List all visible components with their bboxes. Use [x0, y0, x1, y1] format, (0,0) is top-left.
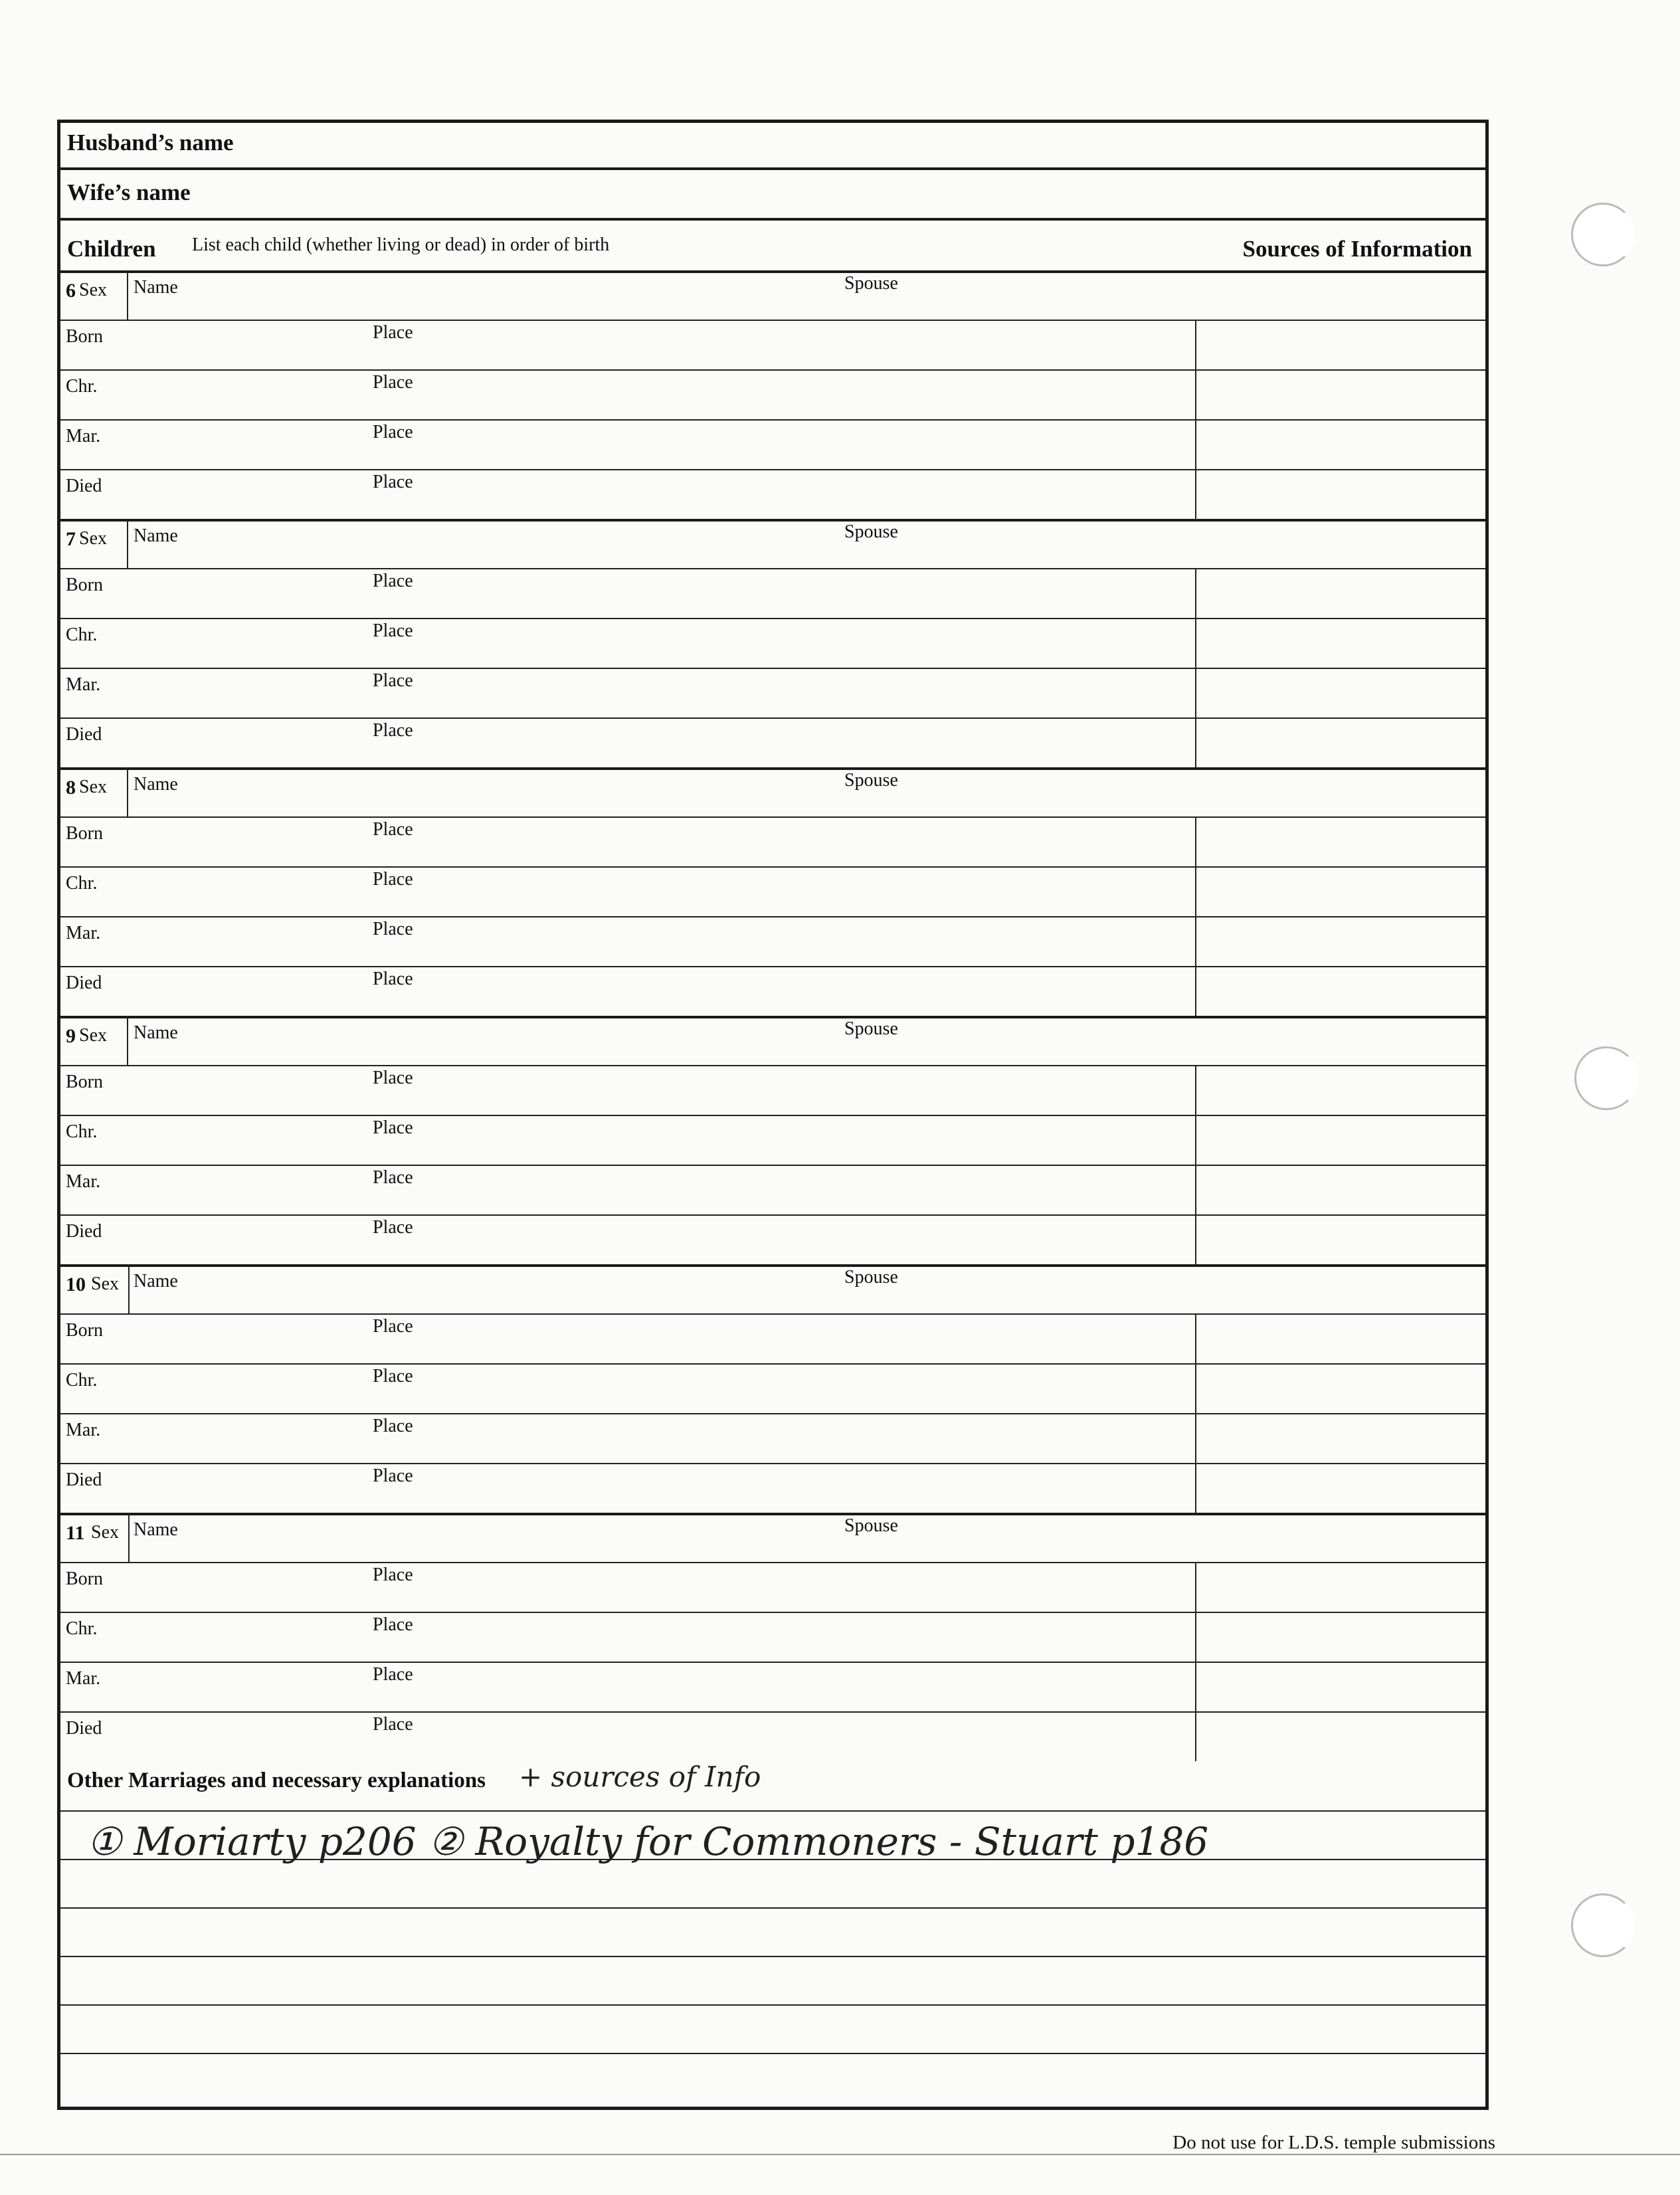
- sex-name-divider: [127, 1016, 128, 1065]
- child-header-rule: [60, 1313, 1485, 1315]
- child-name-label: Name: [134, 525, 178, 546]
- child-event-rule: [60, 1711, 1485, 1713]
- child-sex-label: Sex: [91, 1274, 119, 1294]
- child-place-label: Place: [373, 670, 413, 691]
- child-event-rule: [60, 469, 1485, 470]
- punch-hole-top: [1571, 203, 1635, 266]
- child-sex-label: Sex: [79, 528, 107, 549]
- child-event-rule: [60, 1115, 1485, 1116]
- child-event-label-chr: Chr.: [66, 376, 98, 397]
- child-place-label: Place: [373, 1714, 413, 1735]
- child-event-label-born: Born: [66, 1569, 103, 1589]
- child-event-label-mar: Mar.: [66, 674, 101, 695]
- sex-name-divider: [128, 1264, 130, 1313]
- child-place-label: Place: [373, 1167, 413, 1188]
- child-name-label: Name: [134, 774, 178, 795]
- child-name-label: Name: [134, 1271, 178, 1291]
- child-place-label: Place: [373, 422, 413, 442]
- child-spouse-label: Spouse: [844, 770, 898, 791]
- footer-notice: Do not use for L.D.S. temple submissions: [1172, 2132, 1495, 2153]
- punch-hole-middle: [1574, 1046, 1638, 1110]
- children-label: Children: [67, 236, 156, 262]
- child-name-label: Name: [134, 1519, 178, 1540]
- child-name-label: Name: [134, 1022, 178, 1043]
- child-number: 6: [66, 280, 76, 302]
- child-spouse-label: Spouse: [844, 522, 898, 542]
- child-event-label-chr: Chr.: [66, 873, 98, 894]
- child-event-label-died: Died: [66, 973, 102, 993]
- child-event-label-mar: Mar.: [66, 426, 101, 446]
- sex-name-divider: [127, 767, 128, 816]
- child-sex-label: Sex: [79, 280, 107, 300]
- child-event-label-mar: Mar.: [66, 1171, 101, 1192]
- child-header-rule: [60, 816, 1485, 818]
- sex-name-divider: [127, 519, 128, 568]
- child-block-divider: [60, 1513, 1485, 1515]
- child-sex-label: Sex: [91, 1522, 119, 1543]
- child-event-rule: [60, 717, 1485, 719]
- child-event-label-born: Born: [66, 326, 103, 347]
- child-header-rule: [60, 1562, 1485, 1563]
- child-place-label: Place: [373, 919, 413, 939]
- wife-name-label: Wife’s name: [67, 179, 191, 205]
- child-event-rule: [60, 916, 1485, 917]
- child-event-rule: [60, 419, 1485, 421]
- child-number: 8: [66, 777, 76, 799]
- child-place-label: Place: [373, 571, 413, 591]
- child-event-label-mar: Mar.: [66, 923, 101, 943]
- child-event-label-died: Died: [66, 476, 102, 496]
- child-spouse-label: Spouse: [844, 1018, 898, 1039]
- child-event-label-mar: Mar.: [66, 1420, 101, 1440]
- family-group-sheet: [57, 120, 1489, 2110]
- child-place-label: Place: [373, 1366, 413, 1386]
- child-event-label-chr: Chr.: [66, 1121, 98, 1142]
- child-block-divider: [60, 1016, 1485, 1018]
- child-event-label-died: Died: [66, 724, 102, 745]
- child-place-label: Place: [373, 1565, 413, 1585]
- child-name-label: Name: [134, 277, 178, 298]
- children-instruction: List each child (whether living or dead) in order of birth: [192, 235, 610, 255]
- child-event-label-born: Born: [66, 823, 103, 844]
- child-place-label: Place: [373, 720, 413, 741]
- child-place-label: Place: [373, 1416, 413, 1436]
- child-header-rule: [60, 320, 1485, 321]
- child-event-label-mar: Mar.: [66, 1668, 101, 1689]
- other-marriages-label: Other Marriages and necessary explanations: [67, 1768, 486, 1792]
- child-place-label: Place: [373, 620, 413, 641]
- child-place-label: Place: [373, 1117, 413, 1138]
- child-spouse-label: Spouse: [844, 273, 898, 294]
- child-event-label-born: Born: [66, 1320, 103, 1341]
- child-number: 9: [66, 1025, 76, 1047]
- child-event-rule: [60, 1165, 1485, 1166]
- sex-name-divider: [127, 270, 128, 320]
- child-place-label: Place: [373, 1316, 413, 1337]
- child-event-label-died: Died: [66, 1718, 102, 1739]
- child-event-rule: [60, 369, 1485, 371]
- child-spouse-label: Spouse: [844, 1515, 898, 1536]
- child-event-label-died: Died: [66, 1470, 102, 1490]
- child-event-rule: [60, 1214, 1485, 1216]
- child-number: 10: [66, 1274, 86, 1295]
- handwritten-sources-note: + sources of Info: [519, 1761, 761, 1793]
- child-event-label-born: Born: [66, 575, 103, 595]
- child-place-label: Place: [373, 1217, 413, 1238]
- sex-name-divider: [128, 1513, 130, 1562]
- child-event-rule: [60, 1463, 1485, 1464]
- child-event-rule: [60, 1413, 1485, 1414]
- child-header-rule: [60, 1065, 1485, 1066]
- child-event-rule: [60, 1363, 1485, 1365]
- child-block-divider: [60, 1264, 1485, 1267]
- child-place-label: Place: [373, 472, 413, 492]
- child-event-label-born: Born: [66, 1072, 103, 1092]
- child-event-label-chr: Chr.: [66, 624, 98, 645]
- child-event-label-died: Died: [66, 1221, 102, 1242]
- sources-of-information-heading: Sources of Information: [1242, 236, 1472, 262]
- child-place-label: Place: [373, 869, 413, 890]
- child-event-rule: [60, 618, 1485, 619]
- child-place-label: Place: [373, 969, 413, 989]
- child-event-rule: [60, 668, 1485, 669]
- child-event-label-chr: Chr.: [66, 1370, 98, 1390]
- child-event-rule: [60, 1662, 1485, 1663]
- child-header-rule: [60, 568, 1485, 569]
- child-event-rule: [60, 866, 1485, 868]
- child-block-divider: [60, 519, 1485, 522]
- handwritten-reference-note: ① Moriarty p206 ② Royalty for Commoners - Stuart p186: [87, 1819, 1209, 1864]
- child-event-rule: [60, 1612, 1485, 1613]
- child-event-rule: [60, 966, 1485, 967]
- husband-name-label: Husband’s name: [67, 130, 234, 155]
- child-sex-label: Sex: [79, 777, 107, 797]
- child-sex-label: Sex: [79, 1025, 107, 1046]
- child-spouse-label: Spouse: [844, 1267, 898, 1288]
- child-place-label: Place: [373, 1664, 413, 1685]
- child-place-label: Place: [373, 1068, 413, 1088]
- child-block-divider: [60, 767, 1485, 770]
- child-place-label: Place: [373, 1614, 413, 1635]
- child-place-label: Place: [373, 1466, 413, 1486]
- child-number: 11: [66, 1522, 85, 1544]
- child-number: 7: [66, 528, 76, 550]
- child-event-label-chr: Chr.: [66, 1618, 98, 1639]
- punch-hole-bottom: [1571, 1893, 1635, 1957]
- child-place-label: Place: [373, 322, 413, 343]
- child-place-label: Place: [373, 819, 413, 840]
- child-place-label: Place: [373, 372, 413, 393]
